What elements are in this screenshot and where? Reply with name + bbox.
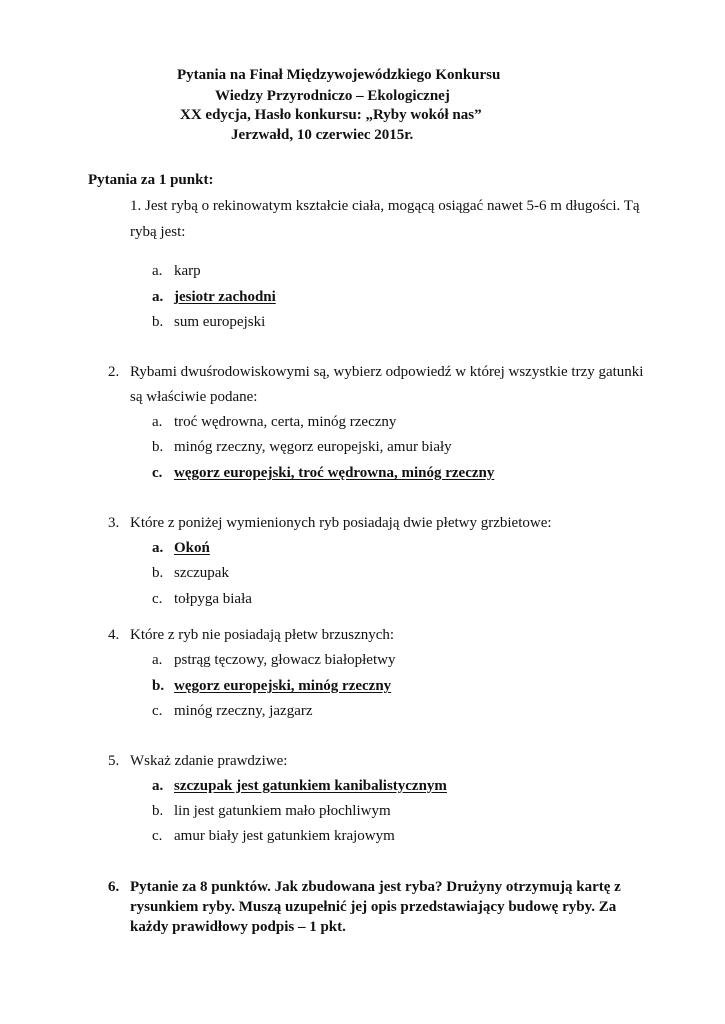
question-1-option-a <box>152 263 201 280</box>
question-4-number: 4. <box>108 627 120 643</box>
question-5-option-b <box>152 803 391 820</box>
option-text-correct: Okoń <box>174 540 210 556</box>
section-title: Pytania za 1 punkt: <box>88 172 214 188</box>
question-2-number: 2. <box>108 364 120 380</box>
option-letter: c. <box>152 703 163 719</box>
option-letter: a. <box>152 414 163 430</box>
question-3-line-1: Które z poniżej wymienionych ryb posiadają dwie płetwy grzbietowe: <box>130 515 552 531</box>
header-line-3: XX edycja, Hasło konkursu: „Ryby wokół nas” <box>180 107 482 123</box>
question-5-line-1: Wskaż zdanie prawdziwe: <box>130 753 288 769</box>
option-text: pstrąg tęczowy, głowacz białopłetwy <box>174 652 396 668</box>
option-letter: c. <box>152 828 163 844</box>
option-letter: a. <box>152 652 163 668</box>
option-text: troć wędrowna, certa, minóg rzeczny <box>174 414 397 430</box>
option-letter: b. <box>152 439 164 455</box>
question-5-number: 5. <box>108 753 120 769</box>
question-6-number: 6. <box>108 879 120 895</box>
option-letter: a. <box>152 289 164 305</box>
header-line-2: Wiedzy Przyrodniczo – Ekologicznej <box>215 88 450 104</box>
option-letter: c. <box>152 591 163 607</box>
question-3-number: 3. <box>108 515 120 531</box>
question-6-line-3: każdy prawidłowy podpis – 1 pkt. <box>130 919 346 935</box>
option-letter: a. <box>152 263 163 279</box>
option-letter: b. <box>152 803 164 819</box>
question-5-option-c <box>152 828 395 845</box>
option-text: minóg rzeczny, węgorz europejski, amur biały <box>174 439 452 455</box>
question-4-line-1: Które z ryb nie posiadają płetw brzusznych: <box>130 627 395 643</box>
question-2-option-b <box>152 439 452 456</box>
question-2-line-1: Rybami dwuśrodowiskowymi są, wybierz odpowiedź w której wszystkie trzy gatunki <box>130 364 644 380</box>
option-text: amur biały jest gatunkiem krajowym <box>174 828 395 844</box>
question-2-line-2: są właściwie podane: <box>130 389 258 405</box>
option-text: tołpyga biała <box>174 591 252 607</box>
option-text-correct: węgorz europejski, troć wędrowna, minóg rzeczny <box>174 465 495 481</box>
option-letter: b. <box>152 678 165 694</box>
option-text-correct: szczupak jest gatunkiem kanibalistycznym <box>174 778 447 794</box>
question-6-line-2: rysunkiem ryby. Muszą uzupełnić jej opis przedstawiający budowę ryby. Za <box>130 899 617 915</box>
option-text: szczupak <box>174 565 229 581</box>
option-letter: b. <box>152 314 164 330</box>
question-3-option-correct <box>152 540 210 557</box>
question-1-option-b <box>152 314 265 331</box>
option-text: karp <box>174 263 201 279</box>
question-2-option-correct <box>152 465 494 482</box>
question-3-option-c <box>152 591 252 608</box>
option-text: sum europejski <box>174 314 266 330</box>
option-text-correct: węgorz europejski, minóg rzeczny <box>174 678 392 694</box>
option-text-correct: jesiotr zachodni <box>174 289 276 305</box>
option-letter: a. <box>152 540 164 556</box>
option-text: lin jest gatunkiem mało płochliwym <box>174 803 391 819</box>
header-line-1: Pytania na Finał Międzywojewódzkiego Konkursu <box>177 67 501 83</box>
header-line-4: Jerzwałd, 10 czerwiec 2015r. <box>231 127 414 143</box>
question-6-line-1: Pytanie za 8 punktów. Jak zbudowana jest ryba? Drużyny otrzymują kartę z <box>130 879 621 895</box>
option-letter: c. <box>152 465 163 481</box>
option-letter: a. <box>152 778 164 794</box>
option-letter: b. <box>152 565 164 581</box>
option-text: minóg rzeczny, jazgarz <box>174 703 313 719</box>
question-2-option-a <box>152 414 396 431</box>
question-5-option-correct <box>152 778 447 795</box>
question-4-option-a <box>152 652 395 669</box>
question-4-option-correct <box>152 678 391 695</box>
question-1-option-correct <box>152 289 276 306</box>
question-4-option-c <box>152 703 313 720</box>
question-3-option-b <box>152 565 229 582</box>
question-1-line-1: 1. Jest rybą o rekinowatym kształcie ciała, mogącą osiągać nawet 5-6 m długości. Tą <box>130 198 640 214</box>
question-1-line-2: rybą jest: <box>130 224 186 240</box>
